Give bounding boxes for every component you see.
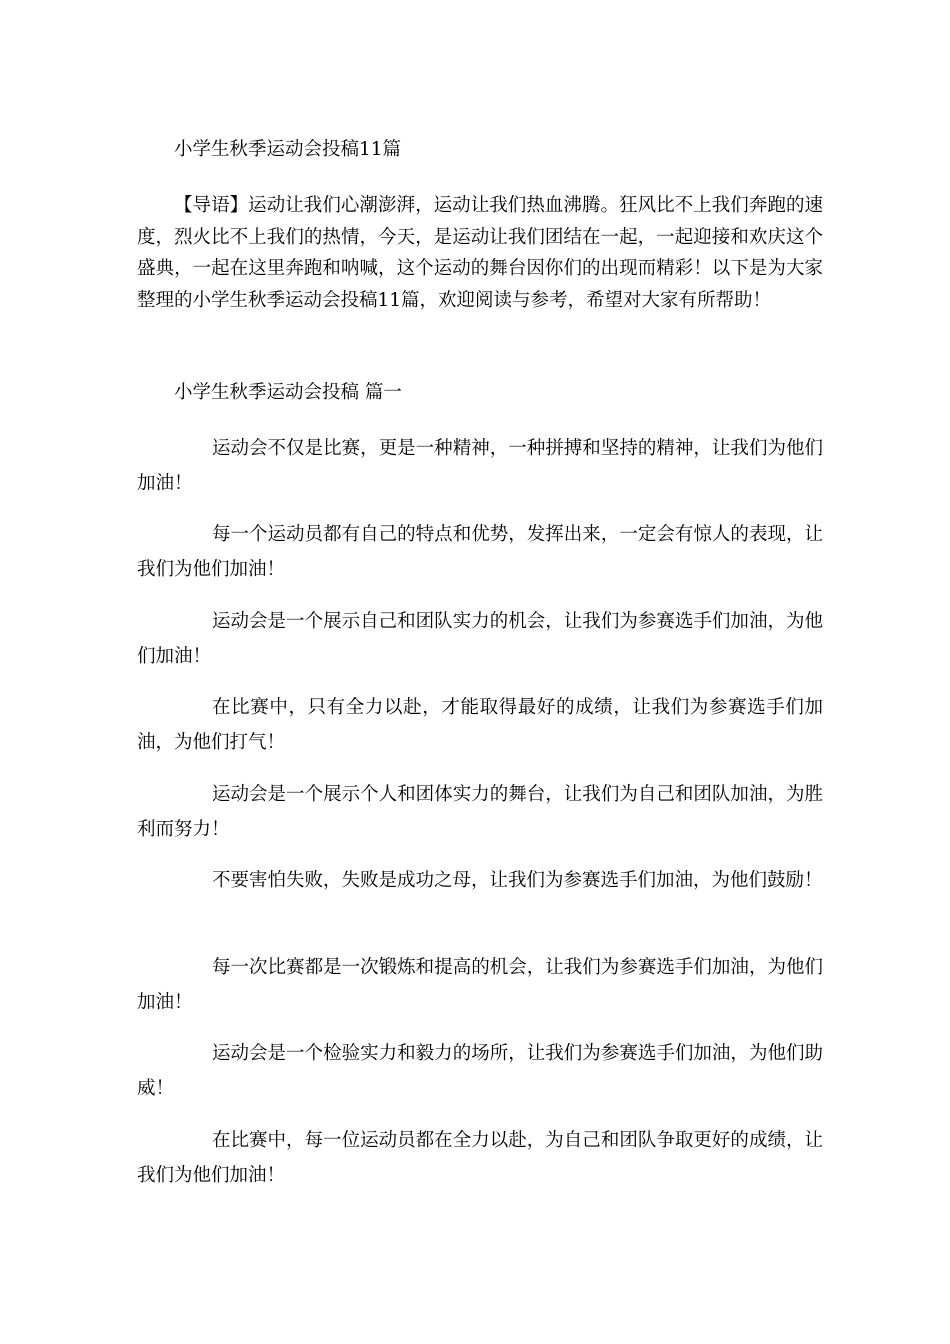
paragraph-9: 在比赛中，每一位运动员都在全力以赴，为自己和团队争取更好的成绩，让我们为他们加油！	[137, 1130, 823, 1186]
intro-paragraph: 【导语】运动让我们心潮澎湃，运动让我们热血沸腾。狂风比不上我们奔跑的速度，烈火比不上我们的热情，今天，是运动让我们团结在一起，一起迎接和欢庆这个盛典，一起在这里奔跑和呐喊，这个运动的舞台因你们的出现而精彩！以下是为大家整理的小学生秋季运动会投稿11篇，欢迎阅读与参考，希望对大家有所帮助！	[137, 195, 823, 311]
paragraph-7: 每一次比赛都是一次锻炼和提高的机会，让我们为参赛选手们加油，为他们加油！	[137, 957, 823, 1013]
paragraph-8: 运动会是一个检验实力和毅力的场所，让我们为参赛选手们加油，为他们助威！	[137, 1043, 823, 1099]
section-title: 小学生秋季运动会投稿 篇一	[174, 382, 402, 403]
paragraph-5: 运动会是一个展示个人和团体实力的舞台，让我们为自己和团队加油，为胜利而努力！	[137, 784, 823, 840]
paragraph-6: 不要害怕失败，失败是成功之母，让我们为参赛选手们加油，为他们鼓励！	[212, 870, 823, 891]
document-title: 小学生秋季运动会投稿11篇	[174, 139, 402, 160]
paragraph-4: 在比赛中，只有全力以赴，才能取得最好的成绩，让我们为参赛选手们加油，为他们打气！	[137, 697, 823, 753]
paragraph-2: 每一个运动员都有自己的特点和优势，发挥出来，一定会有惊人的表现，让我们为他们加油！	[137, 524, 823, 580]
paragraph-3: 运动会是一个展示自己和团队实力的机会，让我们为参赛选手们加油，为他们加油！	[137, 611, 823, 667]
paragraph-1: 运动会不仅是比赛，更是一种精神，一种拼搏和坚持的精神，让我们为他们加油！	[137, 438, 823, 494]
